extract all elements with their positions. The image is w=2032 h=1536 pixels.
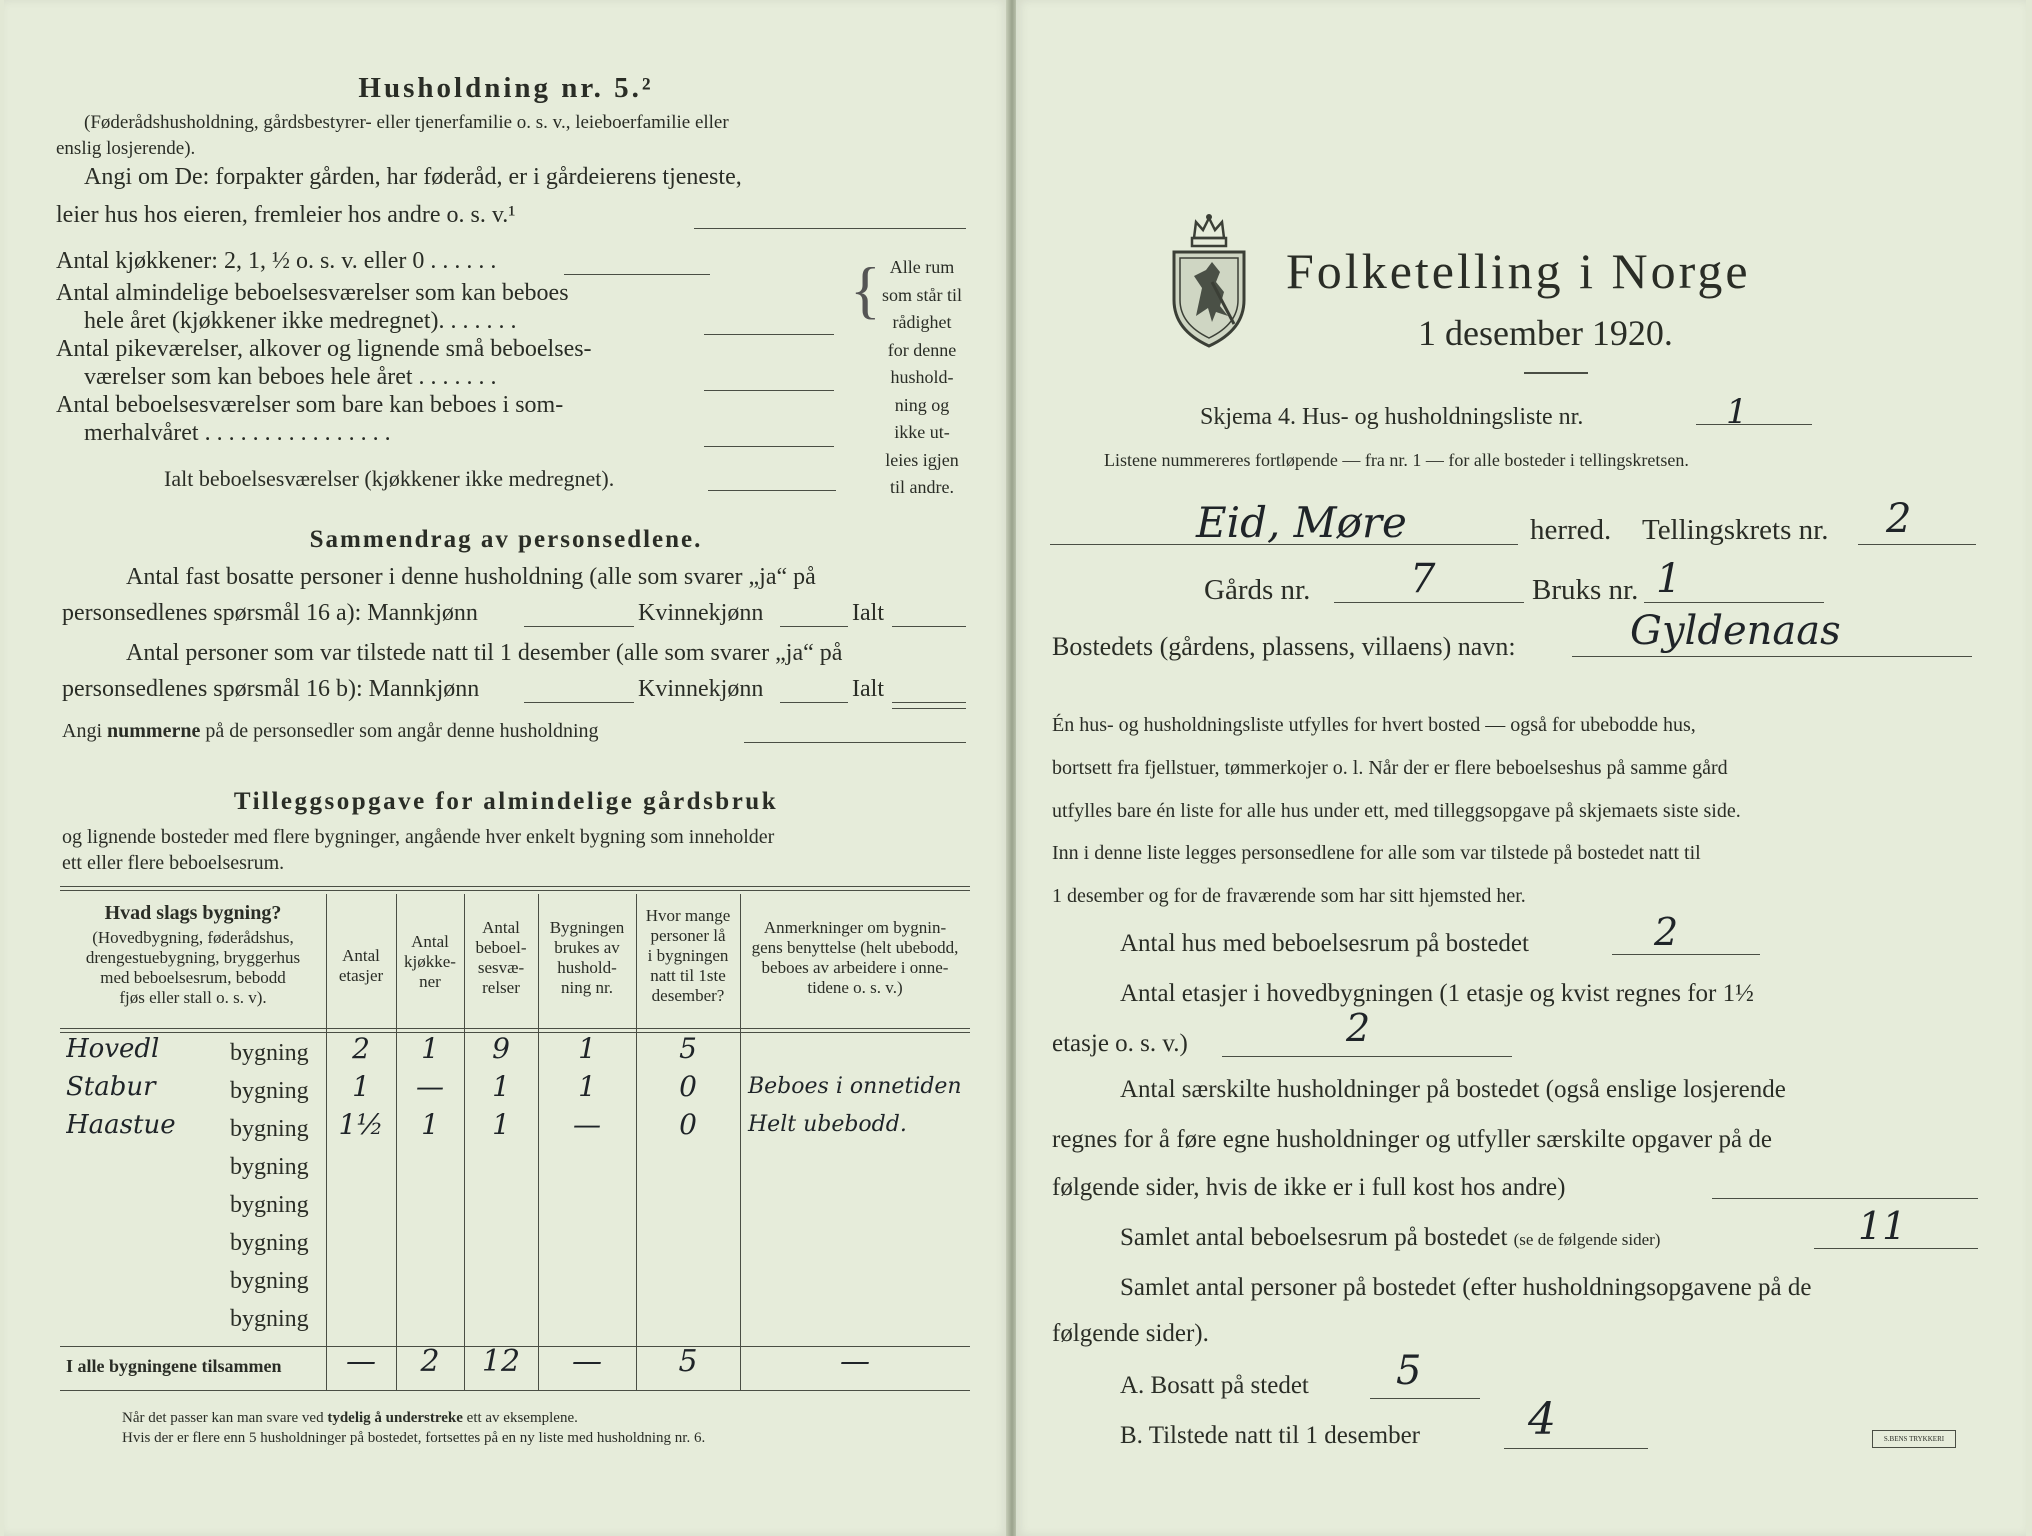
nummerne-line: Angi nummerne på de personsedler som angår denne husholdning — [62, 720, 599, 742]
brace: { — [850, 254, 881, 325]
saerskilte-line-1: Antal særskilte husholdninger på bostedet (også enslige losjerende — [1120, 1076, 1786, 1103]
table-top-rule-2 — [60, 890, 970, 891]
p2-line-1: Inn i denne liste legges personsedlene for alle som var tilstede på bostedet natt til — [1052, 842, 1701, 864]
col-brukes-line-4: ning nr. — [561, 978, 613, 997]
col-sep-1 — [326, 894, 327, 1390]
rooms-note-line-2: som står til — [882, 284, 962, 305]
tilstede-kvinne-label: Kvinnekjønn — [638, 676, 764, 702]
rum-label: Samlet antal beboelsesrum på bostedet (se de følgende sider) — [1120, 1224, 1661, 1251]
col-sep-2 — [396, 894, 397, 1390]
col-beboelse-header — [466, 918, 536, 998]
col-type-line-3: med beboelsesrum, bebodd — [100, 968, 286, 987]
col-etasjer-header — [328, 946, 394, 986]
col-type-line-1: (Hovedbygning, føderådshus, — [92, 928, 294, 947]
col-kjokkener-line-3: ner — [419, 972, 441, 991]
p1-line-3: utfylles bare én liste for alle hus under ett, med tilleggsopgave på skjemaets siste side. — [1052, 800, 1741, 822]
angi-answer-line[interactable] — [694, 228, 966, 229]
cell-beboelse[interactable]: 1 — [492, 1070, 510, 1103]
col-type-line-4: fjøs eller stall o. s. v). — [119, 988, 267, 1007]
alm-label-2: hele året (kjøkkener ikke medregnet). . . . . . . — [84, 308, 517, 334]
col-type-title: Hvad slags bygning? — [104, 902, 282, 924]
tilstede-value[interactable]: 4 — [1528, 1394, 1556, 1445]
col-beboelse-line-4: relser — [482, 978, 520, 997]
tilstede-mann-field[interactable] — [524, 702, 634, 703]
sammendrag-line-3: Antal personer som var tilstede natt til 1 desember (alle som svarer „ja“ på — [126, 640, 843, 666]
col-type-line-2: drengestuebygning, bryggerhus — [85, 948, 301, 967]
herred-value[interactable]: Eid, Møre — [1196, 498, 1407, 547]
hus-value[interactable]: 2 — [1654, 910, 1679, 954]
building-name[interactable]: Hovedl — [66, 1034, 160, 1064]
cell-brukes[interactable]: 1 — [578, 1070, 596, 1103]
tilstede-field[interactable] — [1504, 1448, 1648, 1449]
table-header-rule — [60, 1028, 970, 1029]
cell-brukes[interactable]: — — [573, 1108, 601, 1141]
etasjer-line-1: Antal etasjer i hovedbygningen (1 etasje og kvist regnes for 1½ — [1120, 980, 1754, 1007]
cell-etasjer[interactable]: 1½ — [338, 1108, 384, 1141]
col-anm-line-4: tidene o. s. v.) — [807, 978, 903, 997]
col-beboelse-line-3: sesvæ- — [477, 958, 525, 977]
fast-mann-field[interactable] — [524, 626, 634, 627]
kjokkener-field[interactable] — [564, 274, 710, 275]
alm-field[interactable] — [704, 334, 834, 335]
footnote-2: Hvis der er flere enn 5 husholdninger på bostedet, fortsettes på en ny liste med husholdning nr. 6. — [122, 1430, 706, 1446]
p2-line-2: 1 desember og for de fraværende som har sitt hjemsted her. — [1052, 885, 1526, 907]
sammendrag-title: Sammendrag av personsedlene. — [309, 526, 703, 553]
skjema-nr-field[interactable] — [1696, 424, 1812, 425]
bygning-suffix: bygning — [230, 1230, 309, 1256]
cell-beboelse[interactable]: 1 — [492, 1108, 510, 1141]
personer-line-2: følgende sider). — [1052, 1320, 1209, 1347]
bosatt-field[interactable] — [1370, 1398, 1480, 1399]
col-kjokkener-line-1: Antal — [411, 932, 449, 951]
sommer-label-1: Antal beboelsesværelser som bare kan beboes i som- — [56, 392, 564, 418]
bruks-field[interactable] — [1644, 602, 1824, 603]
title-divider — [1524, 372, 1588, 374]
etasjer-value[interactable]: 2 — [1346, 1006, 1371, 1050]
tilstede-ialt-label: Ialt — [852, 676, 884, 702]
nummerne-field[interactable] — [744, 742, 966, 743]
rooms-note-line-1: Alle rum — [889, 257, 955, 277]
col-sep-3 — [464, 894, 465, 1390]
rooms-note-line-6: ning og — [894, 394, 950, 415]
cell-personer[interactable]: 0 — [679, 1108, 697, 1141]
col-sep-5 — [636, 894, 637, 1390]
bygning-suffix: bygning — [230, 1154, 309, 1180]
col-etasjer-line-1: Antal — [342, 946, 380, 965]
rooms-note-line-9: til andre. — [890, 477, 954, 497]
tilstede-ialt-double — [892, 708, 966, 709]
col-brukes-header — [540, 918, 634, 998]
bygning-suffix: bygning — [230, 1192, 309, 1218]
fast-ialt-label: Ialt — [852, 600, 884, 626]
bygning-suffix: bygning — [230, 1268, 309, 1294]
bosted-label: Bostedets (gårdens, plassens, villaens) navn: — [1052, 632, 1516, 661]
sammendrag-line-4: personsedlenes spørsmål 16 b): Mannkjønn — [62, 676, 480, 702]
gards-field[interactable] — [1334, 602, 1524, 603]
rooms-note-line-5: hushold- — [890, 367, 954, 387]
saerskilte-line-2: regnes for å føre egne husholdninger og utfyller særskilte opgaver på de — [1052, 1126, 1772, 1153]
col-kjokkener-header — [398, 932, 462, 992]
bygning-suffix: bygning — [230, 1078, 309, 1104]
pike-field[interactable] — [704, 390, 834, 391]
fast-ialt-field[interactable] — [892, 626, 966, 627]
tilstede-label: B. Tilstede natt til 1 desember — [1120, 1422, 1420, 1449]
ialt-label: Ialt beboelsesværelser (kjøkkener ikke medregnet). — [164, 466, 615, 491]
bygning-suffix: bygning — [230, 1040, 309, 1066]
table-bottom-rule — [60, 1390, 970, 1391]
col-beboelse-line-2: beboel- — [475, 938, 527, 957]
skjema-nr-value[interactable]: 1 — [1726, 392, 1748, 432]
col-brukes-line-3: hushold- — [557, 958, 617, 977]
instructions-paragraph-2 — [1052, 832, 1701, 918]
ialt-field[interactable] — [708, 490, 836, 491]
norway-coat-of-arms-icon — [1166, 212, 1252, 352]
census-date: 1 desember 1920. — [1418, 313, 1673, 353]
col-etasjer-line-2: etasjer — [338, 966, 384, 985]
angi-line-2: leier hus hos eieren, fremleier hos andre o. s. v.¹ — [56, 202, 516, 228]
cell-kjokkener[interactable]: 1 — [421, 1108, 439, 1141]
sammendrag-line-2: personsedlenes spørsmål 16 a): Mannkjønn — [62, 600, 478, 626]
rooms-note-line-3: rådighet — [892, 312, 952, 332]
cell-etasjer[interactable]: 2 — [352, 1032, 370, 1065]
sommer-field[interactable] — [704, 446, 834, 447]
kjokkener-label: Antal kjøkkener: 2, 1, ½ o. s. v. eller 0 . . . . . . — [56, 248, 497, 274]
rooms-note-line-7: ikke ut- — [894, 422, 950, 442]
col-personer-line-5: desember? — [651, 986, 725, 1005]
total-kjokkener[interactable]: 2 — [420, 1344, 440, 1379]
rooms-note — [872, 254, 972, 502]
col-personer-header — [638, 906, 738, 1006]
rum-field[interactable] — [1814, 1248, 1978, 1249]
personer-line-1: Samlet antal personer på bostedet (efter husholdningsopgavene på de — [1120, 1274, 1812, 1301]
col-personer-line-1: Hvor mange — [645, 906, 731, 925]
table-top-rule — [60, 886, 970, 887]
hus-field[interactable] — [1612, 954, 1760, 955]
col-personer-line-4: natt til 1ste — [650, 966, 726, 985]
pike-label-1: Antal pikeværelser, alkover og lignende små beboelses- — [56, 336, 592, 362]
angi-line-1: Angi om De: forpakter gården, har føderåd, er i gårdeierens tjeneste, — [84, 164, 742, 190]
bruks-label: Bruks nr. — [1532, 574, 1639, 606]
skjema-label: Skjema 4. Hus- og husholdningsliste nr. — [1200, 404, 1584, 430]
census-title: Folketelling i Norge — [1286, 243, 1751, 299]
col-brukes-line-1: Bygningen — [549, 918, 625, 937]
cell-personer[interactable]: 0 — [679, 1070, 697, 1103]
instructions-paragraph-1 — [1052, 704, 1741, 833]
pike-label-2: værelser som kan beboes hele året . . . . . . . — [84, 364, 497, 390]
col-sep-6 — [740, 894, 741, 1390]
cell-anm[interactable]: Helt ubebodd. — [748, 1112, 907, 1137]
tilstede-kvinne-field[interactable] — [780, 702, 848, 703]
left-page — [4, 0, 1008, 1536]
total-etasjer[interactable]: — — [346, 1344, 376, 1379]
etasjer-field[interactable] — [1222, 1056, 1512, 1057]
gards-value[interactable]: 7 — [1410, 556, 1436, 602]
cell-personer[interactable]: 5 — [679, 1032, 697, 1065]
col-personer-line-3: i bygningen — [647, 946, 729, 965]
intro-line-1: (Føderådshusholdning, gårdsbestyrer- eller tjenerfamilie o. s. v., leieboerfamilie eller — [84, 112, 729, 133]
col-sep-4 — [538, 894, 539, 1390]
bygning-suffix: bygning — [230, 1306, 309, 1332]
building-name[interactable]: Stabur — [66, 1072, 156, 1102]
rooms-note-line-8: leies igjen — [885, 449, 959, 470]
tillegg-line-2: ett eller flere beboelsesrum. — [62, 852, 285, 874]
cell-brukes[interactable]: 1 — [578, 1032, 596, 1065]
listene-note: Listene nummereres fortløpende — fra nr. 1 — for alle bosteder i tellingskretsen. — [1104, 450, 1689, 470]
gards-label: Gårds nr. — [1204, 574, 1311, 606]
cell-etasjer[interactable]: 1 — [352, 1070, 370, 1103]
cell-kjokkener[interactable]: 1 — [421, 1032, 439, 1065]
etasjer-line-2: etasje o. s. v.) — [1052, 1030, 1188, 1057]
total-personer[interactable]: 5 — [678, 1344, 698, 1379]
fast-kvinne-field[interactable] — [780, 626, 848, 627]
fast-kvinne-label: Kvinnekjønn — [638, 600, 764, 626]
total-anm[interactable]: — — [840, 1344, 870, 1379]
bruks-value[interactable]: 1 — [1656, 556, 1682, 602]
herred-label: herred. — [1530, 514, 1612, 546]
hus-label: Antal hus med beboelsesrum på bostedet — [1120, 930, 1529, 957]
krets-value[interactable]: 2 — [1886, 496, 1912, 542]
tillegg-title: Tilleggsopgave for almindelige gårdsbruk — [233, 788, 779, 815]
cell-beboelse[interactable]: 9 — [492, 1032, 510, 1065]
printer-stamp: S.BENS TRYKKERI — [1872, 1430, 1956, 1448]
right-page — [1016, 0, 2026, 1536]
total-beboelse[interactable]: 12 — [481, 1344, 521, 1379]
alm-label-1: Antal almindelige beboelsesværelser som kan beboes — [56, 280, 569, 306]
cell-kjokkener[interactable]: — — [416, 1070, 444, 1103]
p1-line-1: Én hus- og husholdningsliste utfylles for hvert bosted — også for ubebodde hus, — [1052, 714, 1696, 736]
col-anm-line-3: beboes av arbeidere i onne- — [761, 958, 949, 977]
bosted-value[interactable]: Gyldenaas — [1630, 608, 1841, 654]
household-title: Husholdning nr. 5.² — [358, 72, 654, 104]
footnote-1: Når det passer kan man svare ved tydelig å understreke ett av eksemplene. — [122, 1410, 578, 1426]
krets-label: Tellingskrets nr. — [1642, 514, 1829, 546]
sammendrag-line-1: Antal fast bosatte personer i denne husholdning (alle som svarer „ja“ på — [126, 564, 816, 590]
saerskilte-line-3: følgende sider, hvis de ikke er i full kost hos andre) — [1052, 1174, 1566, 1201]
bosatt-label: A. Bosatt på stedet — [1120, 1372, 1309, 1399]
cell-anm[interactable]: Beboes i onnetiden — [748, 1074, 962, 1099]
bosted-field[interactable] — [1572, 656, 1972, 657]
rooms-note-line-4: for denne — [887, 339, 957, 360]
col-anm-line-1: Anmerkninger om bygnin- — [763, 918, 947, 937]
col-anm-line-2: gens benyttelse (helt ubebodd, — [751, 938, 959, 957]
building-name[interactable]: Haastue — [66, 1110, 176, 1140]
col-personer-line-2: personer lå — [650, 926, 726, 945]
rum-value[interactable]: 11 — [1858, 1204, 1907, 1248]
col-brukes-line-2: brukes av — [554, 938, 620, 957]
col-kjokkener-line-2: kjøkke- — [404, 952, 456, 971]
krets-field[interactable] — [1858, 544, 1976, 545]
saerskilte-field[interactable] — [1712, 1198, 1978, 1199]
bygning-suffix: bygning — [230, 1116, 309, 1142]
col-beboelse-line-1: Antal — [482, 918, 520, 937]
total-label: I alle bygningene tilsammen — [66, 1356, 282, 1376]
bosatt-value[interactable]: 5 — [1396, 1348, 1422, 1394]
intro-line-2: enslig losjerende). — [56, 138, 196, 159]
col-anm-header — [742, 918, 968, 998]
col-type-sub — [62, 928, 324, 1008]
total-brukes[interactable]: — — [572, 1344, 602, 1379]
tillegg-line-1: og lignende bosteder med flere bygninger, angående hver enkelt bygning som inneholder — [62, 826, 775, 848]
p1-line-2: bortsett fra fjellstuer, tømmerkojer o. l. Når der er flere beboelseshus på samme gård — [1052, 757, 1728, 779]
sommer-label-2: merhalvåret . . . . . . . . . . . . . . . . — [84, 420, 391, 446]
tilstede-ialt-field[interactable] — [892, 702, 966, 703]
